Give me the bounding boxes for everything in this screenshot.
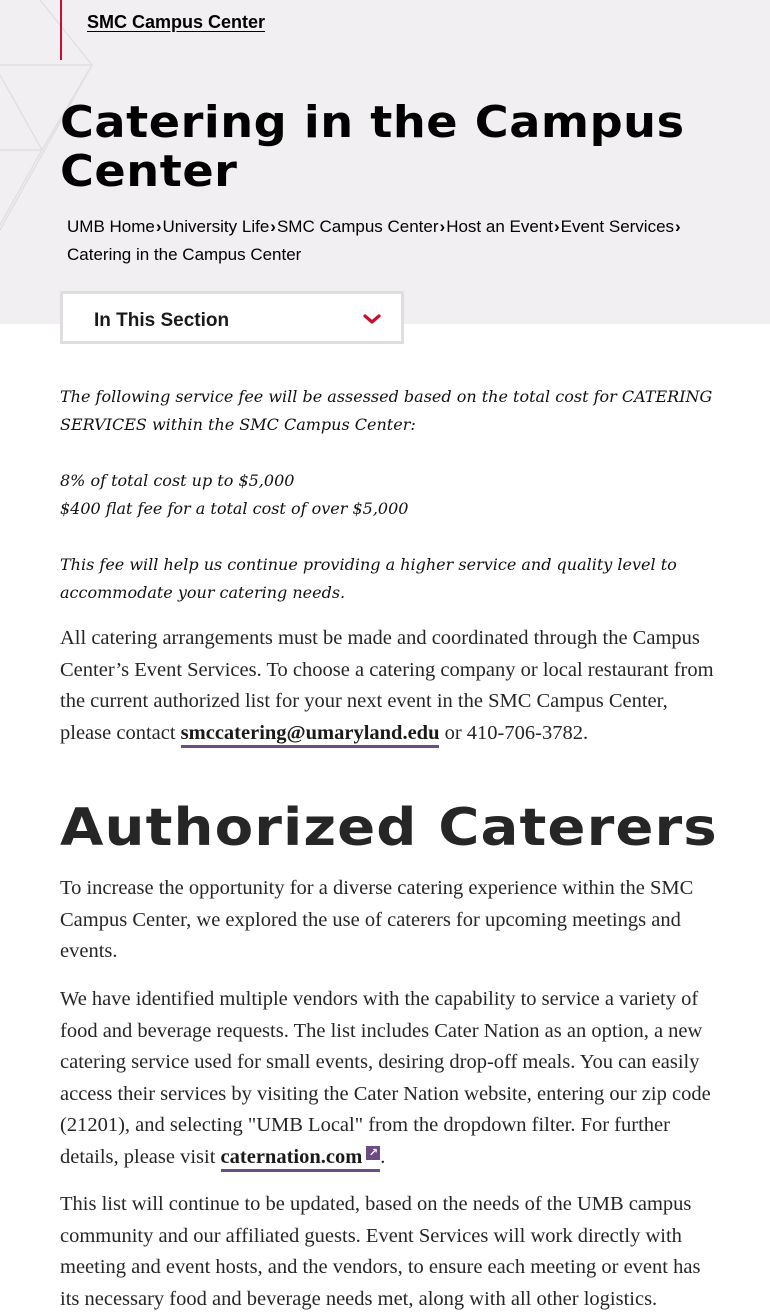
breadcrumb-event-services[interactable]: Event Services bbox=[560, 217, 675, 236]
in-this-section-label: In This Section bbox=[94, 310, 230, 331]
in-this-section-dropdown[interactable] bbox=[60, 291, 404, 344]
parent-section-link[interactable]: SMC Campus Center bbox=[87, 12, 266, 32]
breadcrumb-current: Catering in the Campus Center bbox=[67, 245, 302, 264]
breadcrumb-separator-icon: › bbox=[439, 217, 446, 236]
contact-phone-text: or 410-706-3782. bbox=[439, 721, 589, 744]
authorized-caterers-heading: Authorized Caterers bbox=[60, 798, 718, 858]
fee-closing: This fee will help us continue providing a higher service and quality level to accommodate your catering needs. bbox=[60, 555, 677, 602]
breadcrumb-umb-home[interactable]: UMB Home bbox=[67, 217, 155, 236]
vendors-text-end: . bbox=[380, 1145, 386, 1168]
breadcrumb-separator-icon: › bbox=[675, 217, 681, 236]
breadcrumb-separator-icon: › bbox=[553, 217, 560, 236]
authorized-intro: To increase the opportunity for a diverse catering experience within the SMC Campus Center, we explored the use of caterers for upcoming meetings and events. bbox=[60, 877, 694, 962]
list-update-paragraph: This list will continue to be updated, based on the needs of the UMB campus community and our affiliated guests. Event Services will work directly with meeting and event hosts, and the vendors, to ensure each meeting or event has its necessary food and beverage needs met, along with all other logistics. bbox=[60, 1193, 701, 1310]
caternation-link[interactable] bbox=[221, 1146, 381, 1172]
caternation-link-label: caternation.com bbox=[220, 1145, 363, 1168]
page-title: Catering in the Campus Center bbox=[60, 97, 685, 197]
catering-email-link[interactable]: smccatering@umaryland.edu bbox=[181, 722, 440, 748]
breadcrumb-separator-icon: › bbox=[155, 217, 162, 236]
accent-bar bbox=[60, 0, 62, 60]
contact-text: All catering arrangements must be made and coordinated through the Campus Center’s Event Services. To choose a catering company or local restaurant from the current authorized list for your next event in the SMC Campus Center, please contact bbox=[60, 627, 714, 744]
breadcrumb-university-life[interactable]: University Life bbox=[162, 217, 270, 236]
fee-line-flat: $400 flat fee for a total cost of over $5,000 bbox=[60, 499, 409, 518]
vendors-paragraph bbox=[60, 984, 715, 1173]
fee-line-percent: 8% of total cost up to $5,000 bbox=[60, 471, 295, 490]
external-link-icon: ↗ bbox=[366, 1146, 380, 1160]
page-header bbox=[0, 0, 770, 324]
vendors-text: We have identified multiple vendors with the capability to service a variety of food and beverage requests. The list includes Cater Nation as an option, a new catering service used for small events, desiring drop-off meals. You can easily access their services by visiting the Cater Nation website, entering our zip code (21201), and selecting "UMB Local" from the dropdown filter. For further details, please visit bbox=[60, 988, 711, 1168]
breadcrumb bbox=[67, 213, 727, 269]
contact-paragraph bbox=[60, 623, 715, 749]
fee-intro: The following service fee will be assessed based on the total cost for CATERING SERVICES within the SMC Campus Center: bbox=[60, 387, 713, 434]
breadcrumb-host-an-event[interactable]: Host an Event bbox=[446, 217, 553, 236]
chevron-down-icon bbox=[363, 314, 381, 325]
breadcrumb-smc-campus-center[interactable]: SMC Campus Center bbox=[276, 217, 439, 236]
breadcrumb-separator-icon: › bbox=[270, 217, 276, 236]
